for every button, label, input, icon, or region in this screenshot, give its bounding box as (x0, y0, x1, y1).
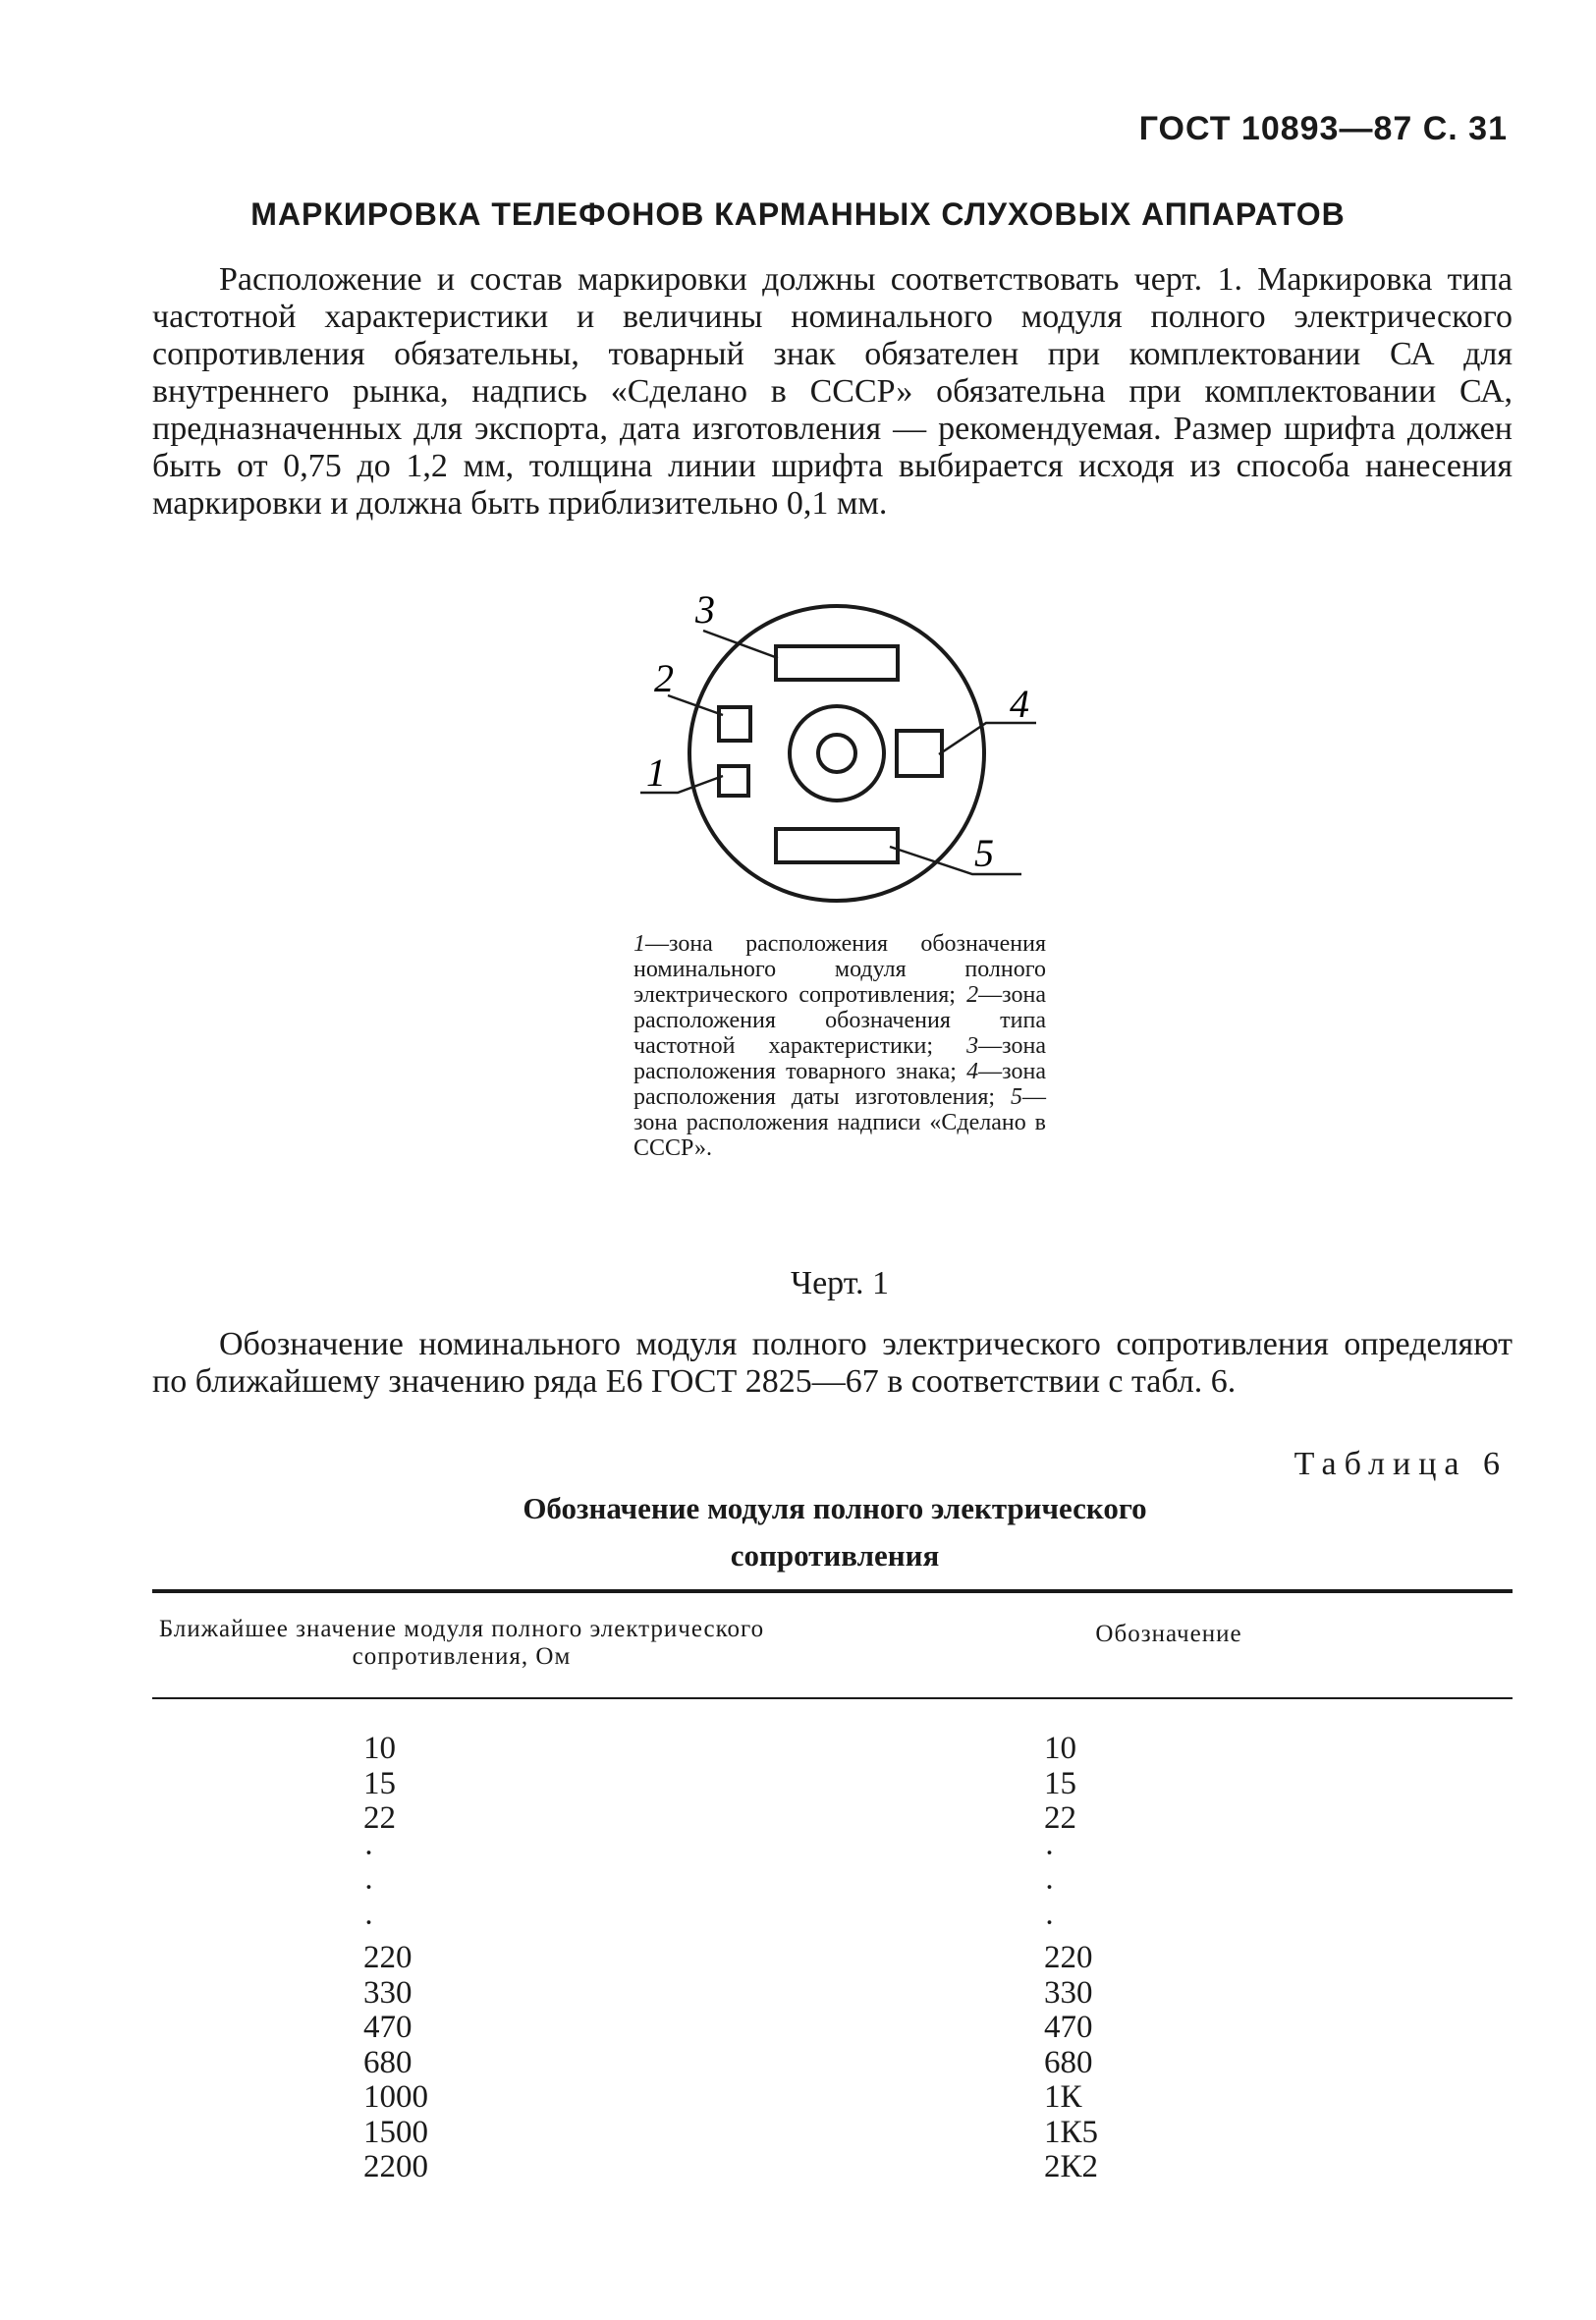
caption-text-3: —зона расположения товарного знака; (633, 1033, 1046, 1084)
callout-1: 1 (646, 750, 666, 795)
table-top-rule (152, 1589, 1513, 1593)
leader-4 (939, 723, 1036, 754)
figure-label: Черт. 1 (790, 1265, 890, 1301)
zone-1-rect (719, 766, 748, 796)
table-cell: 15 (363, 1765, 396, 1801)
table-cell: 680 (363, 2044, 413, 2080)
table-cell: 330 (1044, 1974, 1093, 2011)
table-title (432, 1485, 1238, 1579)
caption-num-1: 1 (633, 931, 645, 957)
figure-caption (633, 931, 1046, 1161)
table-cell: · (363, 1835, 374, 1871)
zone-4-rect (897, 731, 942, 776)
caption-text-1: —зона расположения обозначения номинального модуля полного электрического сопротивления; (633, 931, 1046, 1008)
table-cell: 220 (363, 1940, 413, 1975)
callout-4: 4 (1010, 682, 1029, 726)
caption-num-4: 4 (966, 1059, 979, 1084)
table-cell: · (1044, 1870, 1055, 1906)
table-cell: 330 (363, 1974, 413, 2011)
table-title-line-2: сопротивления (730, 1538, 940, 1573)
table-cell: 15 (1044, 1765, 1076, 1801)
table-header-rule (152, 1697, 1513, 1699)
caption-text-2: —зона расположения обозначения типа частотной характеристики; (633, 982, 1046, 1059)
table-cell: 680 (1044, 2044, 1093, 2080)
table-column-designations (1044, 1732, 1098, 2185)
callout-2: 2 (654, 656, 674, 700)
leader-5 (890, 847, 1021, 874)
marking-diagram (629, 589, 1061, 923)
designation-paragraph: Обозначение номинального модуля полного электрического сопротивления определяют по ближайшему значению ряда Е6 ГОСТ 2825—67 в соответствии с табл. 6. (152, 1326, 1513, 1400)
table-header-designation: Обозначение (1095, 1621, 1242, 1647)
marking-paragraph: Расположение и состав маркировки должны соответствовать черт. 1. Маркировка типа частотной характеристики и величины номинального модуля полного электрического сопротивления обязательны, товарный знак обязателен при комплектовании СА для внутреннего рынка, надпись «Сделано в СССР» обязательна при комплектовании СА, предназначенных для экспорта, дата изготовления — рекомендуемая. Размер шрифта должен быть от 0,75 до 1,2 мм, толщина линии шрифта выбирается исходя из способа нанесения маркировки и должна быть приблизительно 0,1 мм. (152, 261, 1513, 522)
table-cell: 220 (1044, 1940, 1093, 1975)
callout-3: 3 (695, 589, 715, 632)
table-cell: 10 (363, 1731, 396, 1766)
center-ring-inner (818, 735, 855, 772)
leader-3 (703, 631, 778, 658)
caption-num-3: 3 (966, 1033, 979, 1059)
table-number: Таблица 6 (1293, 1446, 1508, 1482)
table-cell: 10 (1044, 1731, 1076, 1766)
zone-2-rect (719, 707, 750, 741)
table-cell: 1000 (363, 2079, 428, 2115)
caption-num-5: 5 (1011, 1084, 1022, 1110)
table-cell: 470 (1044, 2010, 1093, 2045)
zone-3-rect (776, 646, 898, 680)
section-title: МАРКИРОВКА ТЕЛЕФОНОВ КАРМАННЫХ СЛУХОВЫХ АППАРАТОВ (250, 196, 1346, 232)
table-cell: · (1044, 1905, 1055, 1941)
table-cell: 1500 (363, 2114, 428, 2150)
table-cell: 2К2 (1044, 2149, 1099, 2184)
table-cell: 2200 (363, 2149, 428, 2184)
table-cell: 22 (1044, 1800, 1076, 1836)
callout-5: 5 (974, 831, 994, 875)
table-cell: · (363, 1870, 374, 1906)
table-cell: 1К5 (1044, 2114, 1099, 2150)
table-cell: 22 (363, 1800, 396, 1836)
caption-text-5: —зона расположения надписи «Сделано в СССР». (633, 1084, 1046, 1161)
table-cell: 1К (1044, 2079, 1082, 2115)
table-cell: 470 (363, 2010, 413, 2045)
page-header: ГОСТ 10893—87 С. 31 (1138, 110, 1508, 147)
caption-num-2: 2 (966, 982, 979, 1008)
table-cell: · (363, 1905, 374, 1941)
table-cell: · (1044, 1835, 1055, 1871)
table-column-values (363, 1732, 428, 2185)
table-header-value: Ближайшее значение модуля полного электрического сопротивления, Ом (158, 1616, 765, 1670)
table-title-line-1: Обозначение модуля полного электрического (523, 1491, 1147, 1525)
center-ring-outer (790, 706, 884, 801)
zone-5-rect (776, 829, 898, 862)
caption-text-4: —зона расположения даты изготовления; (633, 1059, 1046, 1110)
